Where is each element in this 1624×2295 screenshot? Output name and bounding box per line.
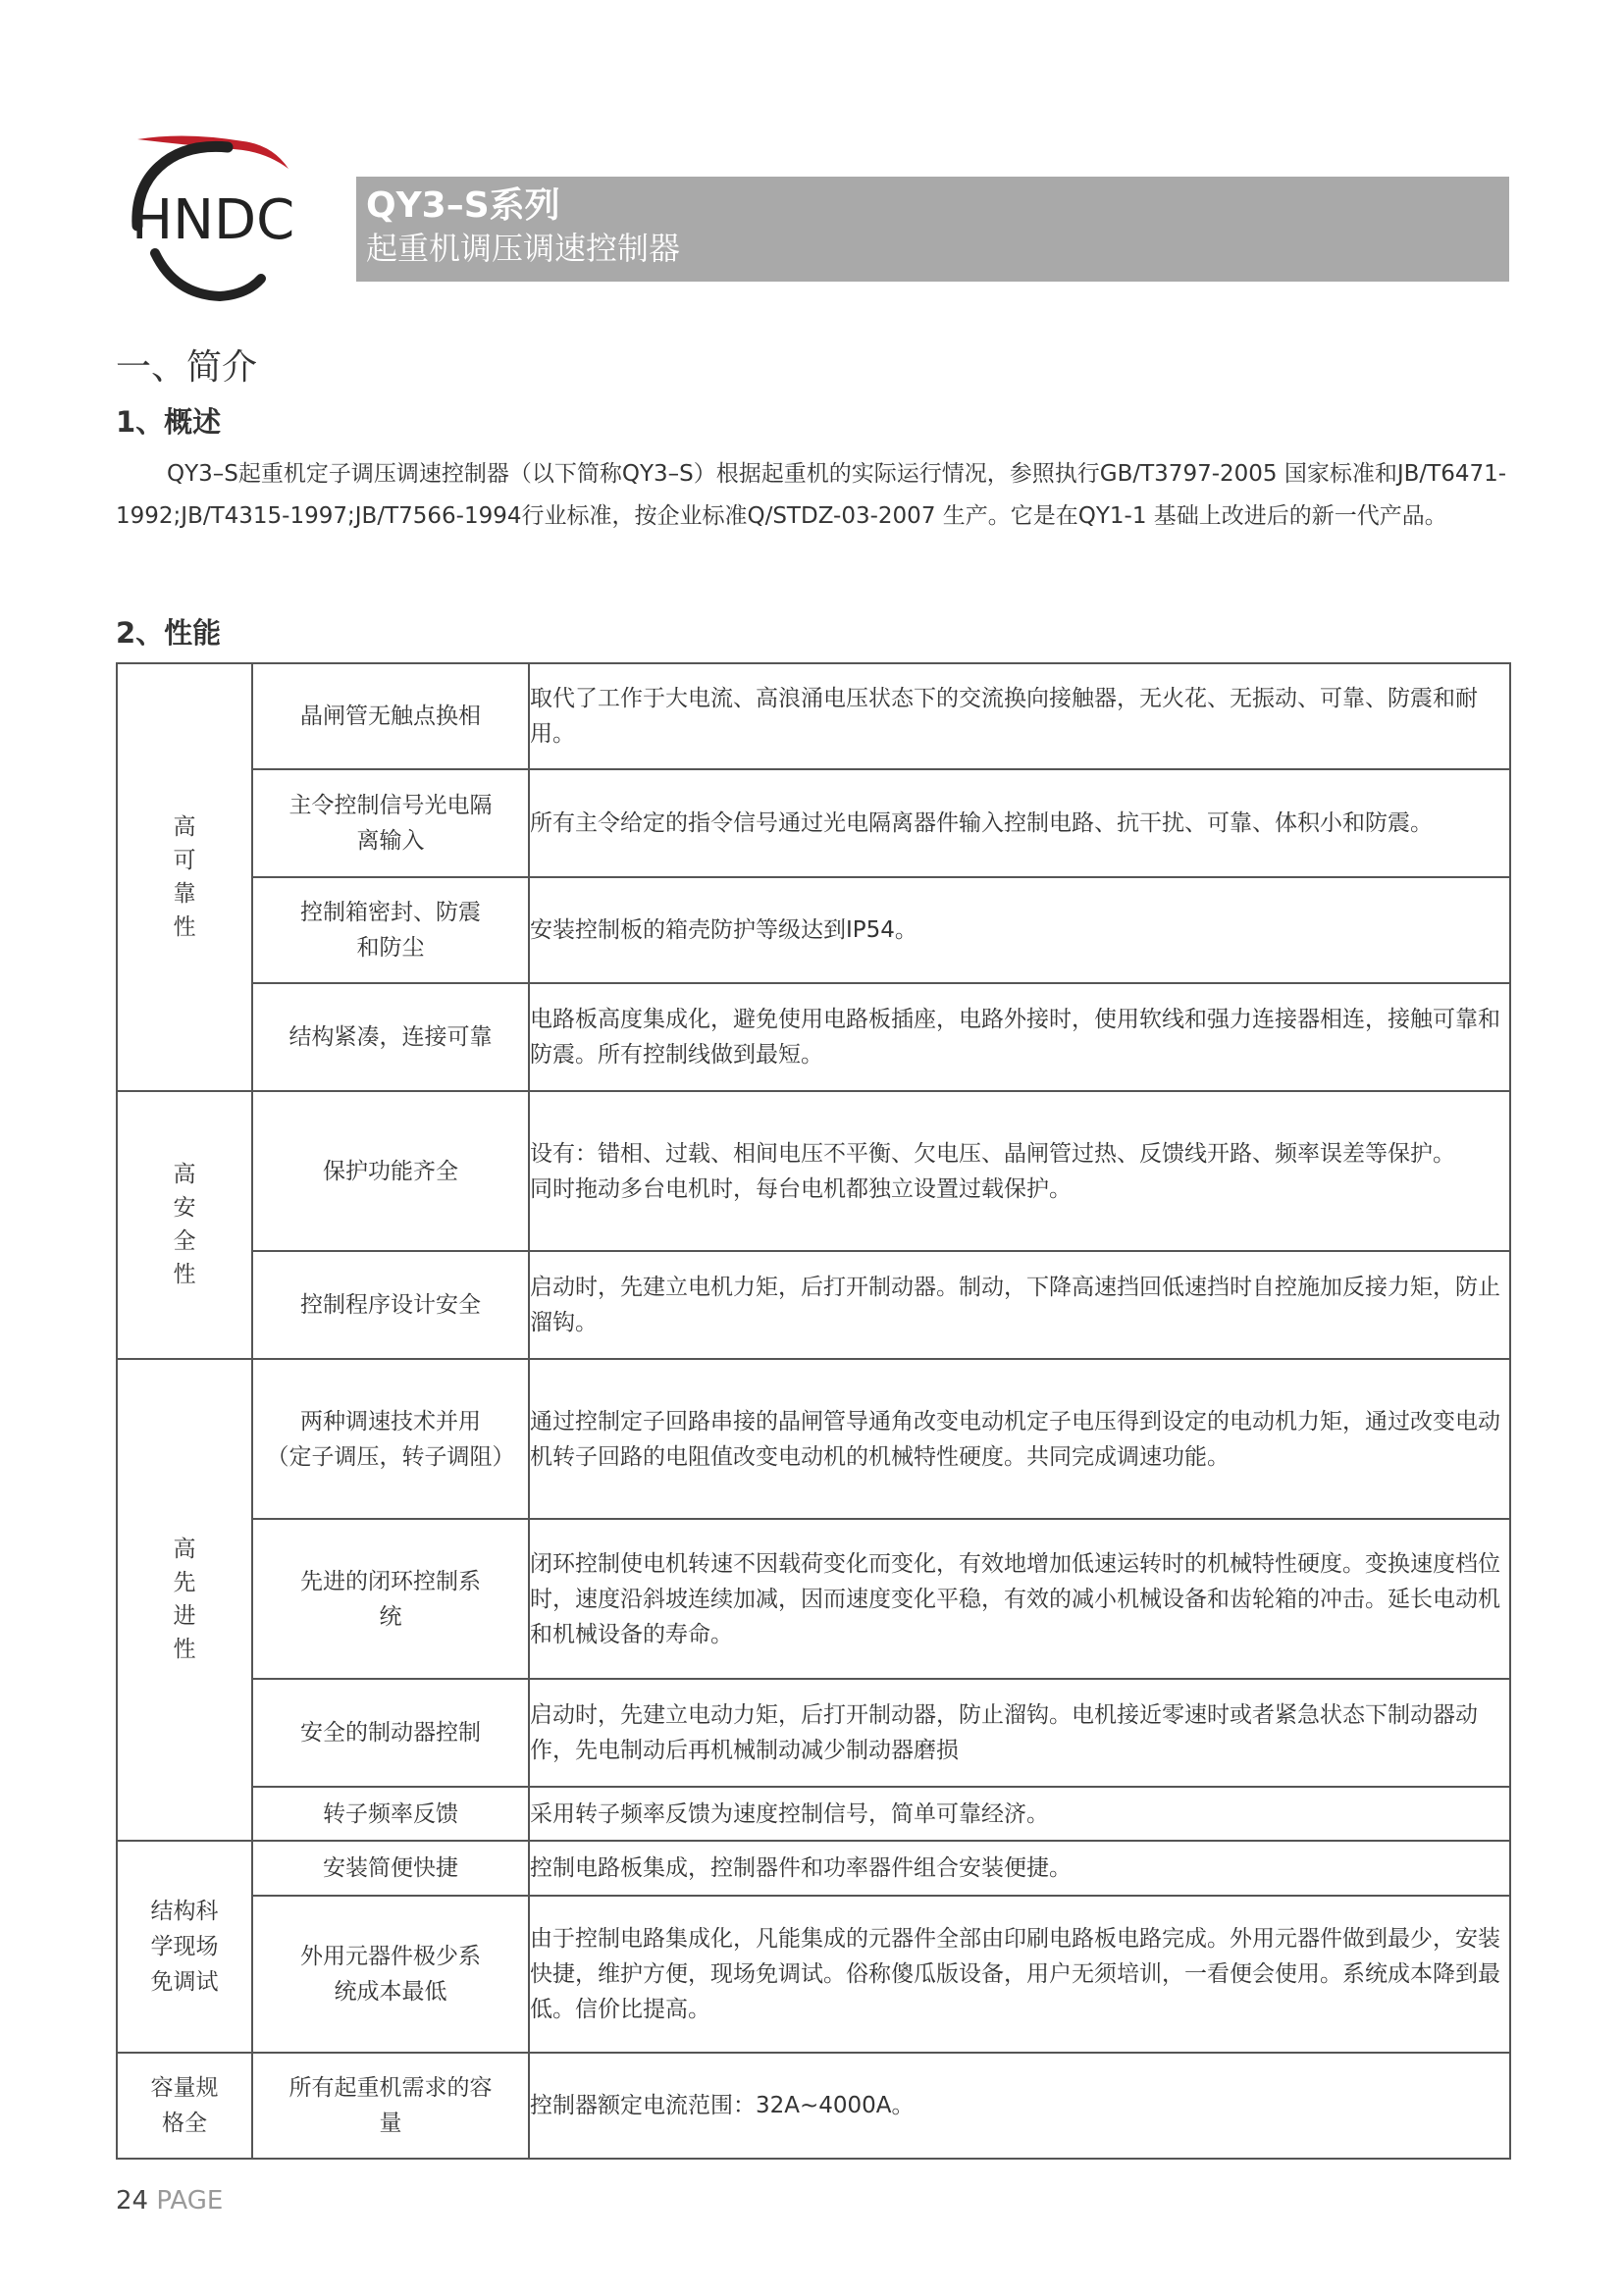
table-row xyxy=(117,663,1510,769)
series-subtitle: 起重机调压调速控制器 xyxy=(366,230,681,267)
table-row xyxy=(117,2053,1510,2159)
table-row xyxy=(117,1091,1510,1251)
page-label: PAGE xyxy=(156,2186,224,2216)
description-cell: 闭环控制使电机转速不因载荷变化而变化，有效地增加低速运转时的机械特性硬度。变换速度档位时，速度沿斜坡连续加减，因而速度变化平稳，有效的减小机械设备和齿轮箱的冲击。延长电动机和机械设备的寿命。 xyxy=(529,1519,1510,1679)
description-cell: 取代了工作于大电流、高浪涌电压状态下的交流换向接触器，无火花、无振动、可靠、防震和耐用。 xyxy=(529,663,1510,769)
description-cell: 安装控制板的箱壳防护等级达到IP54。 xyxy=(529,877,1510,983)
feature-cell: 保护功能齐全 xyxy=(252,1091,529,1251)
hndc-logo xyxy=(126,126,298,302)
description-cell: 启动时，先建立电机力矩，后打开制动器。制动，下降高速挡回低速挡时自控施加反接力矩，防止溜钩。 xyxy=(529,1251,1510,1359)
feature-cell: 控制程序设计安全 xyxy=(252,1251,529,1359)
table-row xyxy=(117,1896,1510,2053)
description-cell: 采用转子频率反馈为速度控制信号，简单可靠经济。 xyxy=(529,1787,1510,1841)
category-cell: 高先进性 xyxy=(117,1359,252,1841)
table-row xyxy=(117,1519,1510,1679)
overview-paragraph: QY3–S起重机定子调压调速控制器（以下简称QY3–S）根据起重机的实际运行情况，参照执行GB/T3797-2005 国家标准和JB/T6471-1992;JB/T4315-1997;JB/T7566-1994行业标准，按企业标准Q/STDZ-03-2007 生产。它是在QY1-1 基础上改进后的新一代产品。 xyxy=(116,461,1507,529)
feature-cell: 外用元器件极少系统成本最低 xyxy=(252,1896,529,2053)
category-cell: 容量规格全 xyxy=(117,2053,252,2159)
feature-cell: 两种调速技术并用 （定子调压，转子调阻） xyxy=(252,1359,529,1519)
description-cell: 设有：错相、过载、相间电压不平衡、欠电压、晶闸管过热、反馈线开路、频率误差等保护。 同时拖动多台电机时，每台电机都独立设置过载保护。 xyxy=(529,1091,1510,1251)
feature-cell: 主令控制信号光电隔离输入 xyxy=(252,769,529,877)
performance-heading: 2、性能 xyxy=(116,616,222,650)
description-cell: 电路板高度集成化，避免使用电路板插座，电路外接时，使用软线和强力连接器相连，接触可靠和防震。所有控制线做到最短。 xyxy=(529,983,1510,1091)
table-row xyxy=(117,1251,1510,1359)
description-cell: 控制器额定电流范围：32A~4000A。 xyxy=(529,2053,1510,2159)
feature-cell: 晶闸管无触点换相 xyxy=(252,663,529,769)
feature-cell: 结构紧凑，连接可靠 xyxy=(252,983,529,1091)
feature-cell: 所有起重机需求的容量 xyxy=(252,2053,529,2159)
section-title: 一、简介 xyxy=(116,347,258,388)
description-cell: 所有主令给定的指令信号通过光电隔离器件输入控制电路、抗干扰、可靠、体积小和防震。 xyxy=(529,769,1510,877)
feature-cell: 先进的闭环控制系统 xyxy=(252,1519,529,1679)
table-row xyxy=(117,1787,1510,1841)
table-row xyxy=(117,877,1510,983)
logo-text: HNDC xyxy=(131,188,295,252)
category-cell: 结构科学现场免调试 xyxy=(117,1841,252,2053)
table-row xyxy=(117,983,1510,1091)
header-bar xyxy=(356,177,1509,282)
series-title: QY3–S系列 xyxy=(366,185,560,226)
description-cell: 启动时，先建立电动力矩，后打开制动器，防止溜钩。电机接近零速时或者紧急状态下制动器动作，先电制动后再机械制动减少制动器磨损 xyxy=(529,1679,1510,1787)
page-footer xyxy=(116,2186,223,2216)
feature-cell: 转子频率反馈 xyxy=(252,1787,529,1841)
description-cell: 控制电路板集成，控制器件和功率器件组合安装便捷。 xyxy=(529,1841,1510,1896)
table-row xyxy=(117,1841,1510,1896)
category-cell: 高可靠性 xyxy=(117,663,252,1091)
table-row xyxy=(117,1679,1510,1787)
table-row xyxy=(117,1359,1510,1519)
performance-table xyxy=(116,662,1511,2160)
feature-cell: 控制箱密封、防震和防尘 xyxy=(252,877,529,983)
page-number: 24 xyxy=(116,2186,149,2216)
category-cell: 高安全性 xyxy=(117,1091,252,1359)
overview-heading: 1、概述 xyxy=(116,405,222,439)
description-cell: 通过控制定子回路串接的晶闸管导通角改变电动机定子电压得到设定的电动机力矩，通过改变电动机转子回路的电阻值改变电动机的机械特性硬度。共同完成调速功能。 xyxy=(529,1359,1510,1519)
table-row xyxy=(117,769,1510,877)
feature-cell: 安装简便快捷 xyxy=(252,1841,529,1896)
description-cell: 由于控制电路集成化，凡能集成的元器件全部由印刷电路板电路完成。外用元器件做到最少，安装快捷，维护方便，现场免调试。俗称傻瓜版设备，用户无须培训，一看便会使用。系统成本降到最低。信价比提高。 xyxy=(529,1896,1510,2053)
feature-cell: 安全的制动器控制 xyxy=(252,1679,529,1787)
